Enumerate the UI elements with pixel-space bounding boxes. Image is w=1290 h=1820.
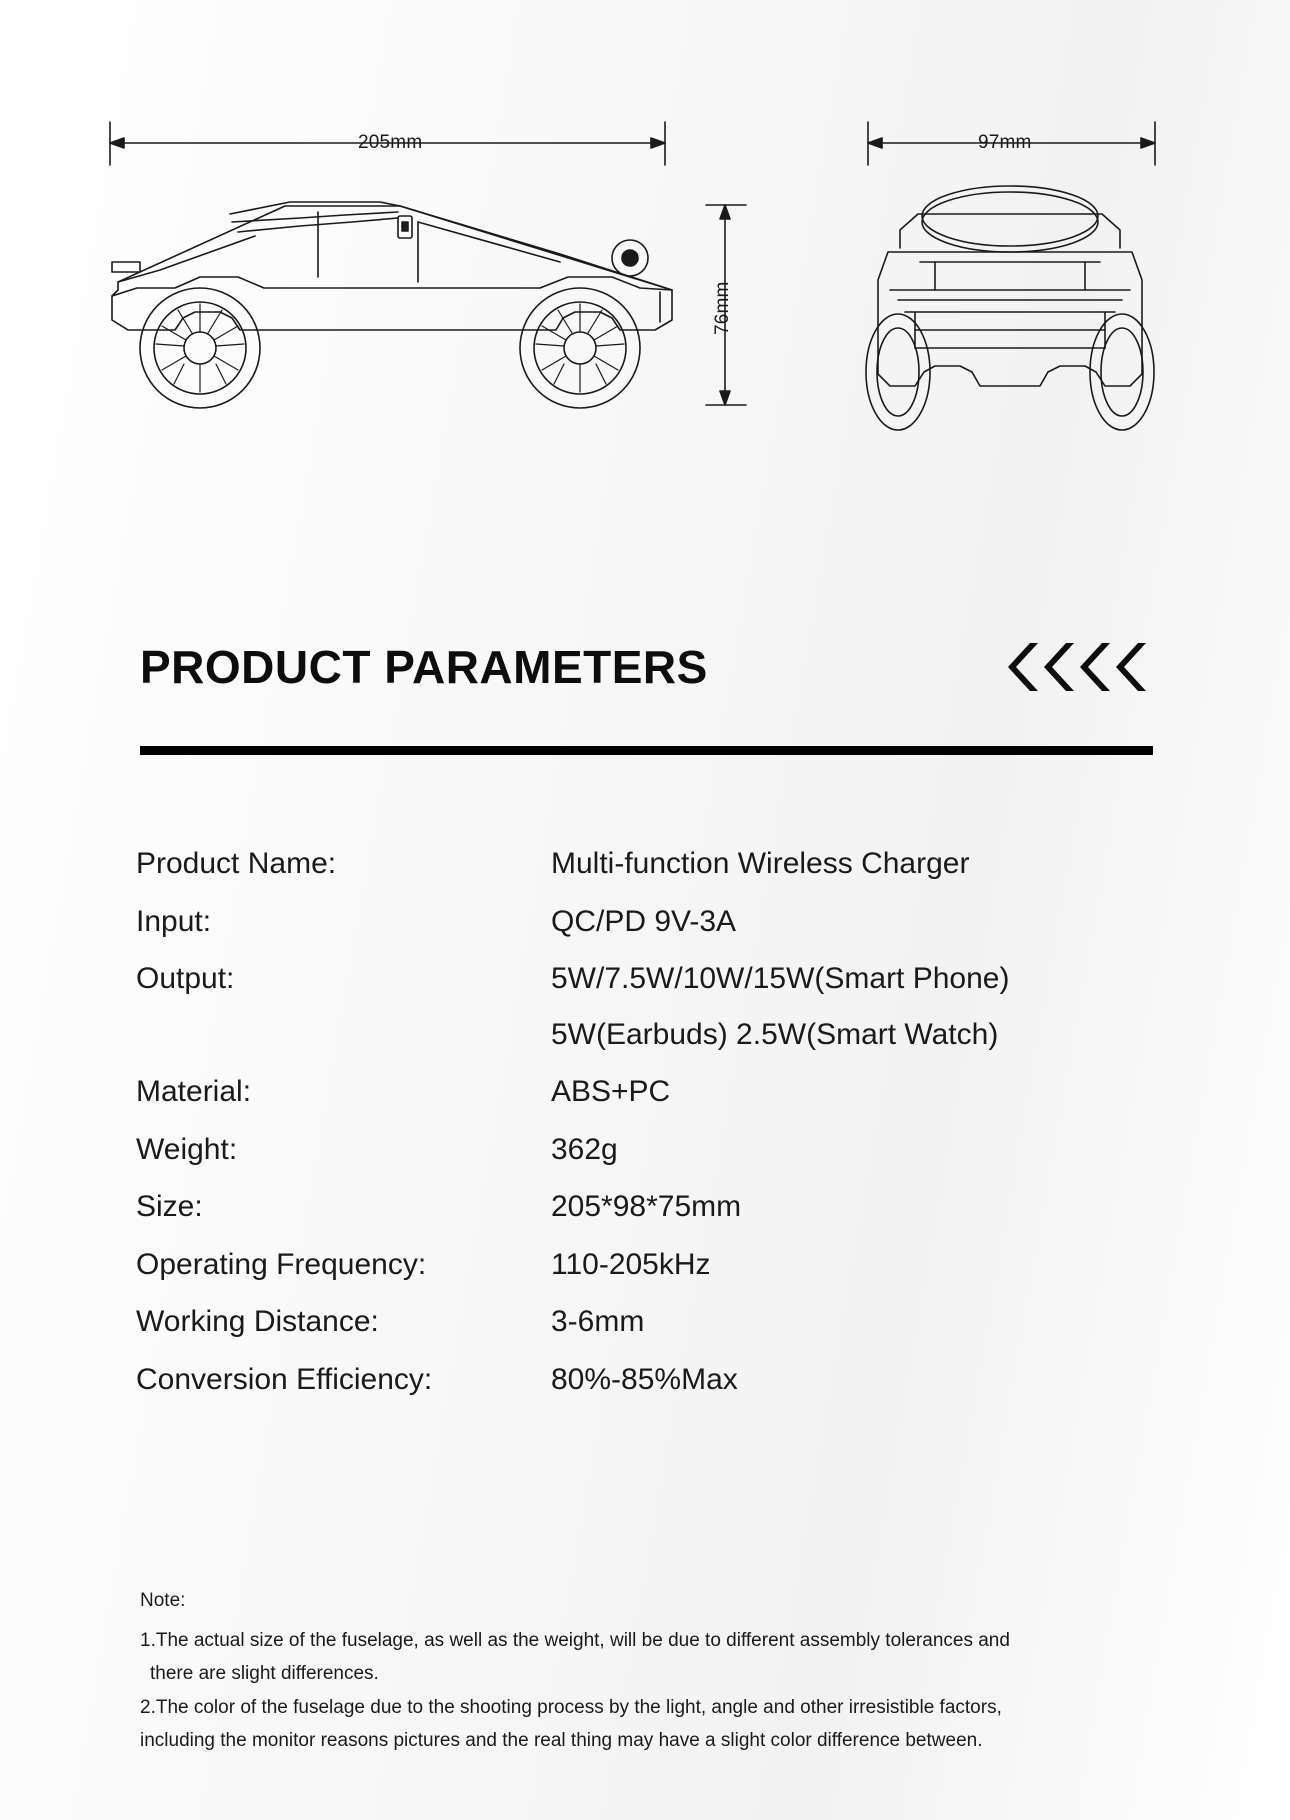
chevron-group <box>1008 641 1150 693</box>
spec-value-group <box>551 1073 1156 1111</box>
table-row <box>136 1188 1156 1226</box>
spec-value-group <box>551 903 1156 941</box>
spec-value: QC/PD 9V-3A <box>551 904 737 938</box>
table-row <box>136 903 1156 941</box>
spec-label: Input: <box>136 904 212 938</box>
spec-value: 3-6mm <box>551 1305 645 1338</box>
spec-value: 80%-85%Max <box>551 1362 738 1396</box>
spec-value: 110-205kHz <box>551 1247 711 1281</box>
table-row <box>136 1131 1156 1169</box>
note-line: 1.The actual size of the fuselage, as well as the weight, will be due to different assembly tolerances and <box>140 1630 1010 1651</box>
spec-label: Working Distance: <box>136 1305 379 1338</box>
spec-label: Operating Frequency: <box>136 1247 427 1281</box>
note-line: including the monitor reasons pictures and the real thing may have a slight color difference between. <box>140 1729 983 1751</box>
spec-label: Product Name: <box>136 847 337 880</box>
technical-drawing-area <box>0 0 1290 470</box>
spec-value: 205*98*75mm <box>551 1190 742 1223</box>
spec-label: Size: <box>136 1190 203 1223</box>
note-line: 2.The color of the fuselage due to the shooting process by the light, angle and other irresistible factors, <box>140 1696 1002 1718</box>
notes-heading: Note: <box>140 1590 186 1611</box>
table-row <box>136 1073 1156 1111</box>
product-parameters-table <box>136 845 1156 1418</box>
dimension-label-width: 97mm <box>978 132 1032 153</box>
spec-label: Material: <box>136 1075 252 1108</box>
spec-value-group <box>551 960 1156 1053</box>
chevron-left-icon <box>1116 641 1150 693</box>
table-row <box>136 1246 1156 1284</box>
spec-value-group <box>551 1303 1156 1341</box>
section-header <box>140 640 1150 694</box>
title-divider <box>140 746 1153 755</box>
notes-section <box>140 1590 1160 1757</box>
dimension-label-length: 205mm <box>358 132 423 153</box>
spec-value: 5W(Earbuds) 2.5W(Smart Watch) <box>551 1017 999 1051</box>
chevron-left-icon <box>1008 641 1042 693</box>
cybertruck-side-view <box>112 202 672 408</box>
spec-label: Weight: <box>136 1132 238 1166</box>
spec-value: 362g <box>551 1132 618 1166</box>
dimension-label-height: 76mm <box>712 281 733 335</box>
table-row <box>136 1303 1156 1341</box>
spec-value: Multi-function Wireless Charger <box>551 847 970 880</box>
note-line: there are slight differences. <box>150 1663 379 1685</box>
spec-value-group <box>551 1188 1156 1226</box>
chevron-left-icon <box>1044 641 1078 693</box>
spec-label: Output: <box>136 962 235 995</box>
table-row <box>136 845 1156 883</box>
chevron-left-icon <box>1080 641 1114 693</box>
spec-value: 5W/7.5W/10W/15W(Smart Phone) <box>551 962 1010 995</box>
table-row <box>136 960 1156 1053</box>
spec-value-group <box>551 1131 1156 1169</box>
spec-value: ABS+PC <box>551 1075 671 1108</box>
spec-label: Conversion Efficiency: <box>136 1362 433 1396</box>
spec-value-group <box>551 1246 1156 1284</box>
spec-value-group <box>551 845 1156 883</box>
cybertruck-front-view <box>866 186 1154 430</box>
table-row <box>136 1361 1156 1399</box>
page-title: PRODUCT PARAMETERS <box>140 641 708 693</box>
spec-value-group <box>551 1361 1156 1399</box>
technical-drawing-svg <box>0 0 1290 470</box>
